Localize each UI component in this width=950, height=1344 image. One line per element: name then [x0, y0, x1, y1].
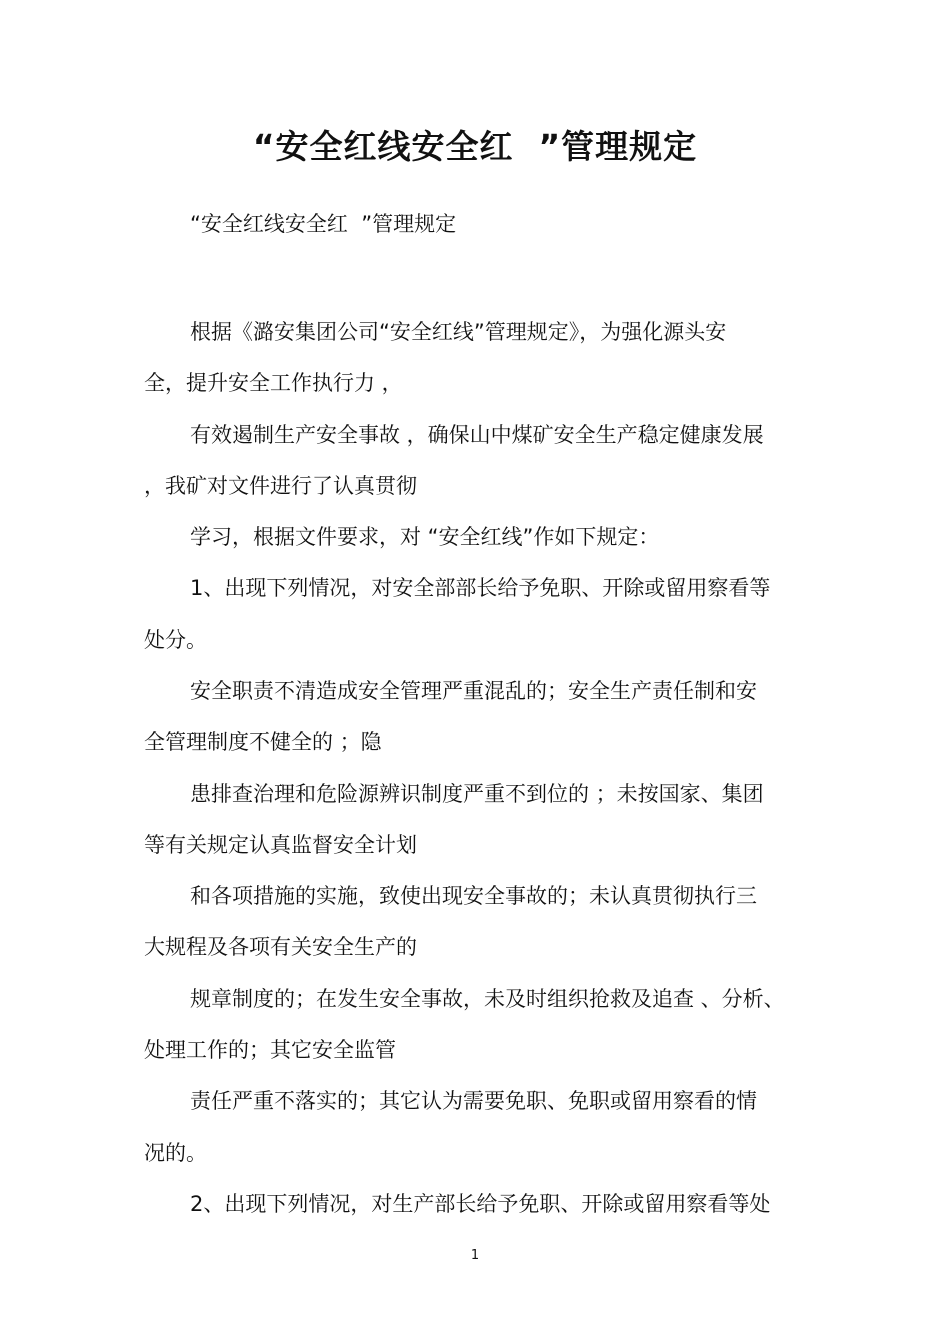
body-line: 大规程及各项有关安全生产的 — [144, 935, 417, 959]
body-line: 责任严重不落实的；其它认为需要免职、免职或留用察看的情 — [190, 1089, 757, 1113]
body-line: 和各项措施的实施，致使出现安全事故的；未认真贯彻执行三 — [190, 884, 757, 908]
body-line: 2、出现下列情况，对生产部长给予免职、开除或留用察看等处 — [190, 1192, 771, 1216]
body-line: 处理工作的；其它安全监管 — [144, 1038, 396, 1062]
body-line: 况的。 — [144, 1141, 207, 1165]
body-line: 根据《潞安集团公司“安全红线”管理规定》，为强化源头安 — [190, 320, 727, 344]
body-line: 规章制度的；在发生安全事故，未及时组织抢救及追查 、分析、 — [190, 987, 785, 1011]
body-line: ，我矿对文件进行了认真贯彻 — [144, 474, 417, 498]
body-line: 全，提升安全工作执行力 ， — [144, 371, 403, 395]
page-number: 1 — [470, 1248, 480, 1263]
document-title: “安全红线安全红 ”管理规定 — [252, 127, 698, 166]
document-subtitle: “安全红线安全红 ”管理规定 — [190, 212, 457, 236]
body-line: 1、出现下列情况，对安全部部长给予免职、开除或留用察看等 — [190, 576, 771, 600]
body-line: 有效遏制生产安全事故 ，确保山中煤矿安全生产稳定健康发展 — [190, 423, 764, 447]
body-line: 全管理制度不健全的 ；隐 — [144, 730, 382, 754]
body-line: 患排查治理和危险源辨识制度严重不到位的 ；未按国家、集团 — [190, 782, 764, 806]
body-line: 学习，根据文件要求，对 “安全红线”作如下规定： — [190, 525, 660, 549]
body-line: 处分。 — [144, 628, 207, 652]
body-line: 等有关规定认真监督安全计划 — [144, 833, 417, 857]
body-line: 安全职责不清造成安全管理严重混乱的；安全生产责任制和安 — [190, 679, 757, 703]
